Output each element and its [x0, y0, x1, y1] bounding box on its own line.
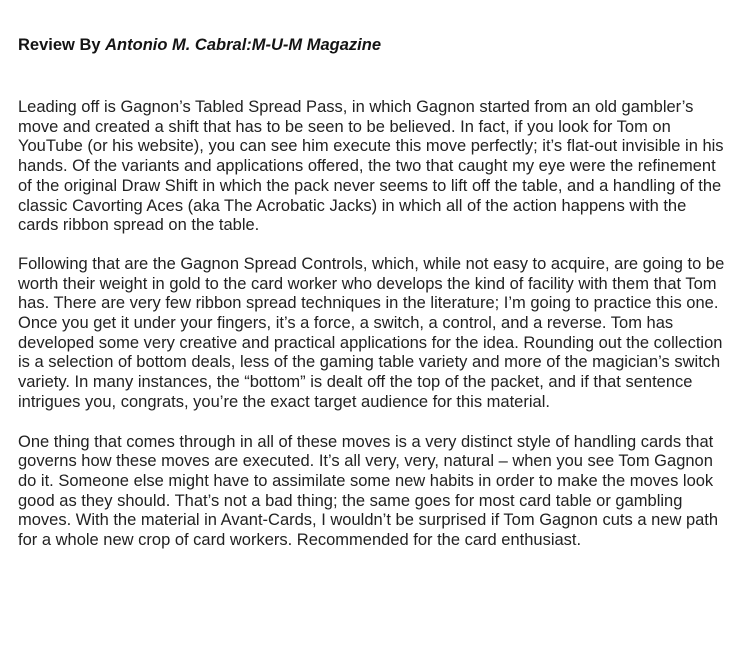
review-paragraph-3: One thing that comes through in all of these moves is a very distinct style of handling cards that governs how these moves are executed. It’s all very, very, natural – when you see Tom Gagnon do it. Someone else might have to assimilate some new habits in order to make the moves look good as they should. That’s not a bad thing; the same goes for most card table or gambling moves. With the material in Avant-Cards, I wouldn’t be surprised if Tom Gagnon cuts a new path for a whole new crop of card workers. Recommended for the card enthusiast.: [18, 432, 719, 550]
review-paragraph-1: Leading off is Gagnon’s Tabled Spread Pass, in which Gagnon started from an old gambler’s move and created a shift that has to be seen to be believed. In fact, if you look for Tom on YouTube (or his website), you can see him execute this move perfectly; it’s flat-out invisible in his hands. Of the variants and applications offered, the two that caught my eye were the refinement of the original Draw Shift in which the pack never seems to lift off the table, and a handling of the classic Cavorting Aces (aka The Acrobatic Jacks) in which all of the action happens with the cards ribbon spread on the table.: [18, 98, 724, 235]
review-prefix: Review By: [18, 36, 106, 54]
review-page: [18, 33, 728, 551]
review-heading: [18, 33, 728, 57]
review-paragraph-2: Following that are the Gagnon Spread Controls, which, while not easy to acquire, are going to be worth their weight in gold to the card worker who develops the kind of facility with them that Tom has. There are very few ribbon spread techniques in the literature; I’m going to practice this one. Once you get it under your fingers, it’s a force, a switch, a control, and a reverse. Tom has developed some very creative and practical applications for the idea. Rounding out the collection is a selection of bottom deals, less of the gaming table variety and more of the magician’s switch variety. In many instances, the “bottom” is dealt off the top of the packet, and if that sentence intrigues you, congrats, you’re the exact target audience for this material.: [18, 254, 725, 411]
review-author: Antonio M. Cabral:M-U-M Magazine: [105, 36, 382, 54]
